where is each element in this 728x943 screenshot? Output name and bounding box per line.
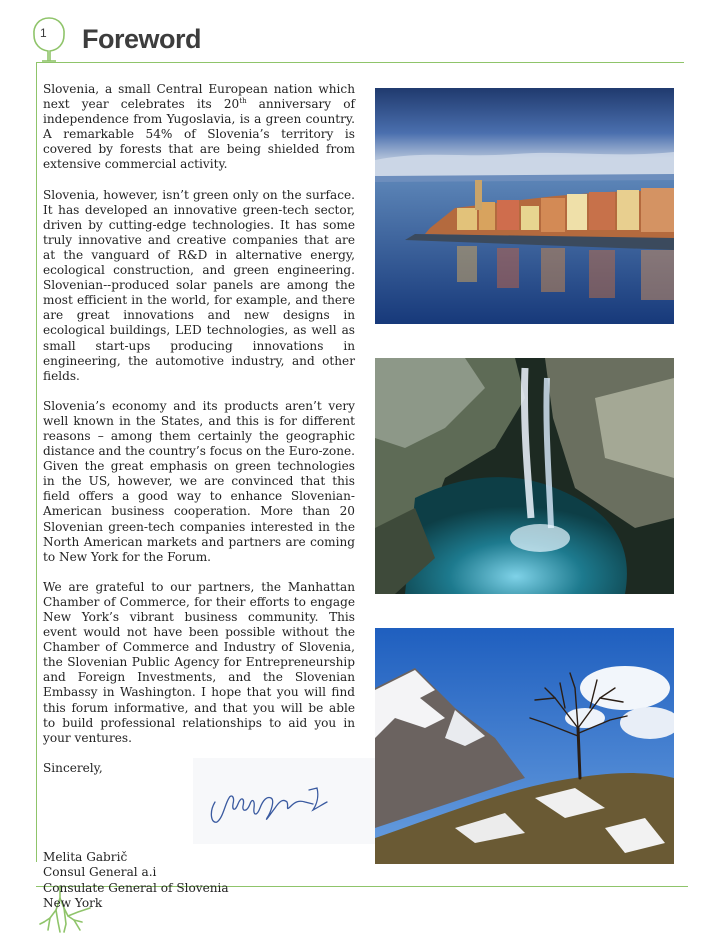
ordinal-suffix: th — [239, 97, 247, 106]
header-divider — [36, 62, 684, 63]
paragraph-1 — [43, 82, 355, 173]
paragraph-3: Slovenia’s economy and its products aren’t very well known in the States, and this is for different reasons – among them certainly the geographic distance and the country’s focus on the Euro-zone. Given the great emphasis on green technologies in the US, however, we are convinced that this field offers a good way to enhance Slovenian-American business cooperation. More than 20 Slovenian green-tech companies interested in the North American markets and partners are coming to New York for the Forum. — [43, 398, 355, 564]
signature-area — [43, 776, 355, 850]
signer-role: Consul General a.i — [43, 865, 157, 880]
waterfall-photo — [375, 358, 674, 594]
signer-city: New York — [43, 896, 103, 911]
left-divider — [36, 62, 37, 862]
paragraph-2: Slovenia, however, isn’t green only on the surface. It has developed an innovative green-tech sector, driven by cutting-edge technologies. It has some truly innovative and creative companies that are at the vanguard of R&D in alternative energy, ecological construction, and green engineering. Slovenian--produced solar panels are among the most efficient in the world, for example, and there are great innovations and new designs in ecological buildings, LED technologies, as well as small start-ups producing innovations in engineering, the automotive industry, and other fields. — [43, 187, 355, 383]
page-title: Foreword — [82, 24, 202, 54]
coastal-town-photo — [375, 88, 674, 324]
signer-office: Consulate General of Slovenia — [43, 880, 229, 895]
salutation: Sincerely, — [43, 760, 103, 775]
foreword-body — [43, 82, 355, 912]
alpine-tree-photo — [375, 628, 674, 864]
paragraph-1-text-cont: anniversary of independence from Yugoslavia, is a green country. A remarkable 54% of Slovenia’s territory is covered by forests that are being shielded from extensive commercial activity. — [43, 97, 355, 172]
paragraph-4: We are grateful to our partners, the Manhattan Chamber of Commerce, for their efforts to engage New York’s vibrant business community. This event would not have been possible without the Chamber of Commerce and Industry of Slovenia, the Slovenian Public Agency for Entrepreneurship and Foreign Investments, and the Slovenian Embassy in Washington. I hope that you will find this forum informative, and that you will be able to build professional relationships to aid you in your ventures. — [43, 579, 355, 745]
signer-name: Melita Gabrič — [43, 849, 128, 864]
page-number: 1 — [40, 26, 47, 40]
paragraph-1-text: Slovenia, a small Central European nation which next year celebrates its 20 — [43, 82, 355, 112]
signer-block — [43, 850, 355, 912]
tree-logo-icon — [28, 14, 70, 64]
signature-image — [205, 782, 335, 828]
